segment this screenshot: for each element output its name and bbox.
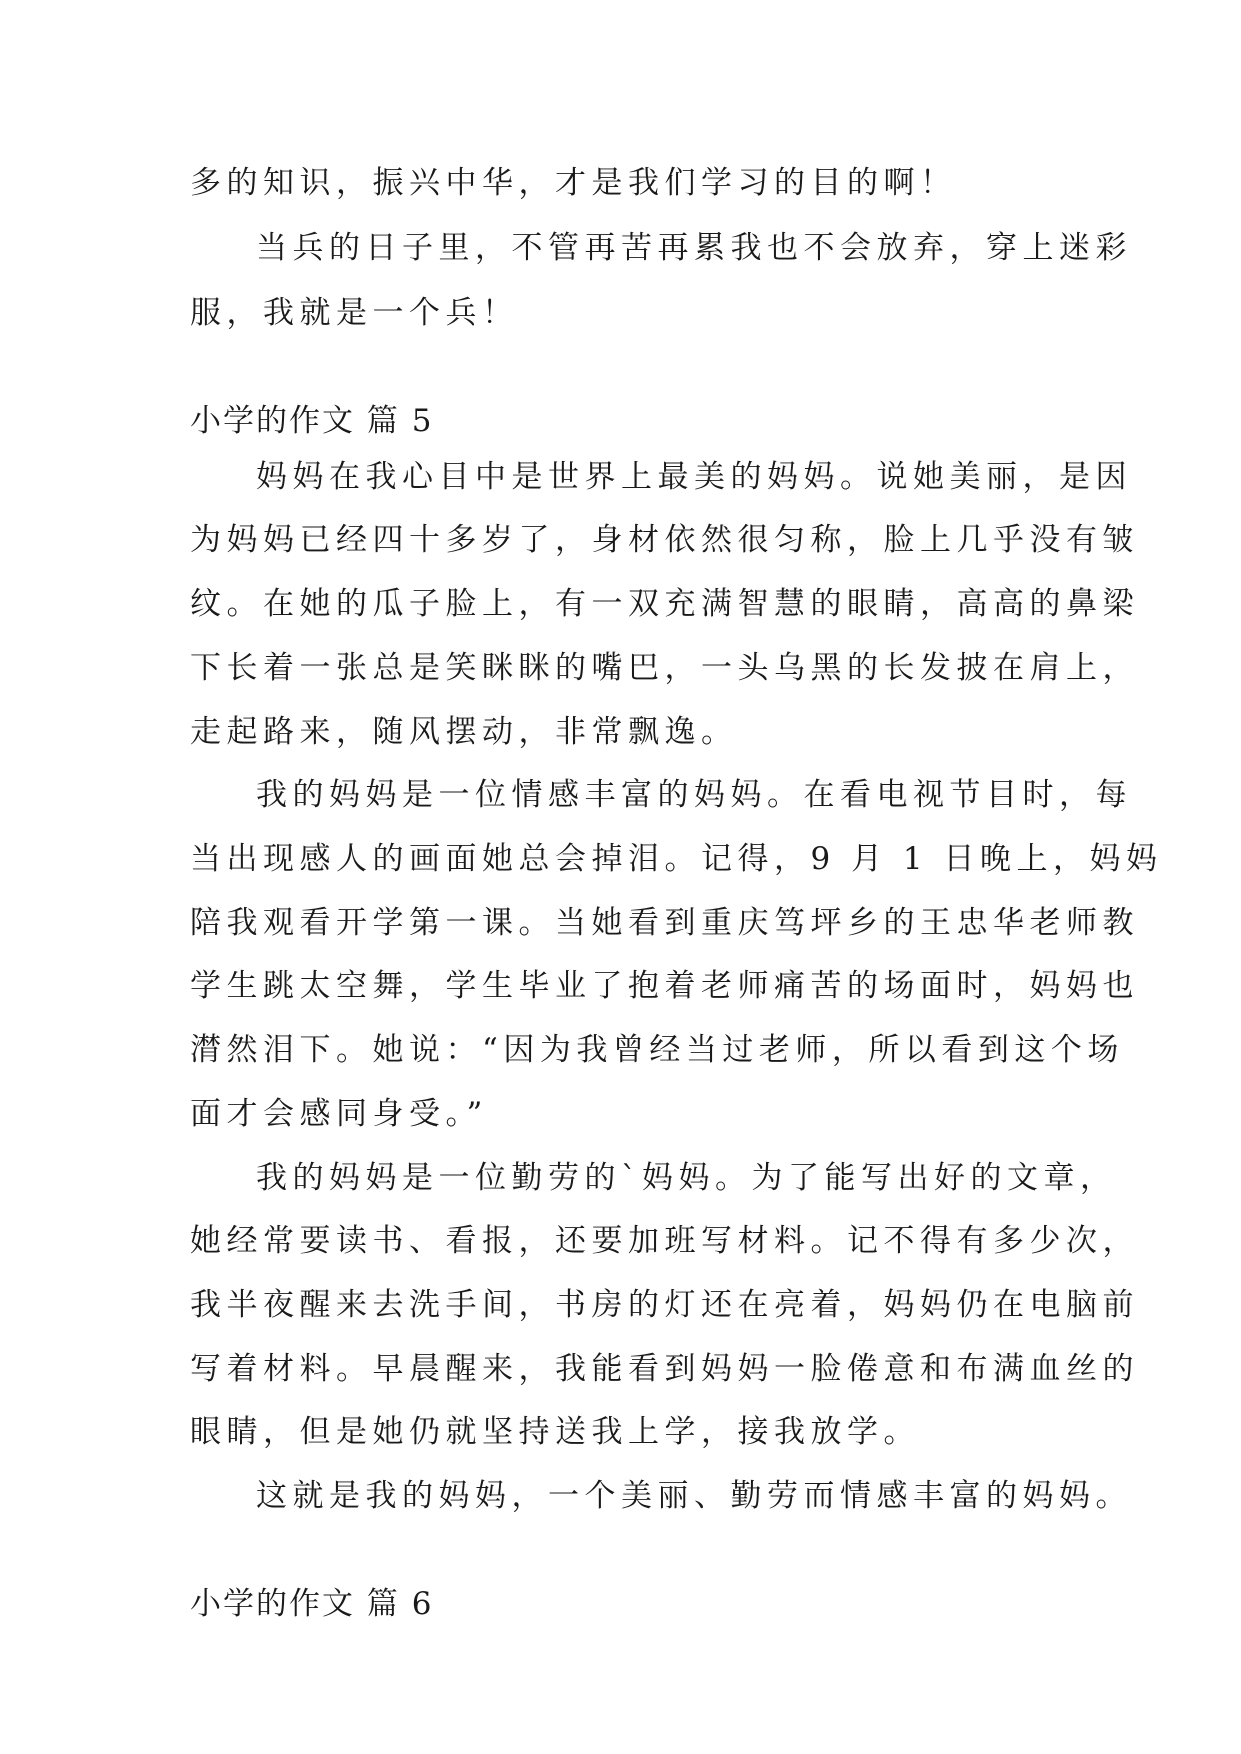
paragraph-line: 多的知识，振兴中华，才是我们学习的目的啊！: [190, 165, 957, 201]
paragraph-line: 纹。在她的瓜子脸上，有一双充满智慧的眼睛，高高的鼻梁: [190, 586, 1139, 622]
paragraph-line: 写着材料。早晨醒来，我能看到妈妈一脸倦意和布满血丝的: [190, 1351, 1139, 1387]
paragraph-line: 眼睛，但是她仍就坚持送我上学，接我放学。: [190, 1414, 920, 1450]
paragraph-line: 下长着一张总是笑眯眯的嘴巴，一头乌黑的长发披在肩上，: [190, 650, 1139, 686]
paragraph-line: 当兵的日子里，不管再苦再累我也不会放弃，穿上迷彩: [256, 230, 1132, 266]
section-heading: 小学的作文 篇 5: [190, 403, 434, 439]
paragraph-line: 服，我就是一个兵！: [190, 295, 519, 331]
paragraph-line: 这就是我的妈妈，一个美丽、勤劳而情感丰富的妈妈。: [256, 1478, 1132, 1514]
paragraph-line: 为妈妈已经四十多岁了，身材依然很匀称，脸上几乎没有皱: [190, 522, 1139, 558]
paragraph-line: 我的妈妈是一位勤劳的`妈妈。为了能写出好的文章，: [256, 1160, 1117, 1196]
paragraph-line: 陪我观看开学第一课。当她看到重庆笃坪乡的王忠华老师教: [190, 905, 1139, 941]
section-heading: 小学的作文 篇 6: [190, 1586, 434, 1622]
paragraph-line: 我的妈妈是一位情感丰富的妈妈。在看电视节目时，每: [256, 777, 1132, 813]
paragraph-line: 走起路来，随风摆动，非常飘逸。: [190, 714, 738, 750]
paragraph-line: 我半夜醒来去洗手间，书房的灯还在亮着，妈妈仍在电脑前: [190, 1287, 1139, 1323]
paragraph-line: 她经常要读书、看报，还要加班写材料。记不得有多少次，: [190, 1223, 1139, 1259]
paragraph-line: 面才会感同身受。”: [190, 1096, 488, 1132]
paragraph-line: 潸然泪下。她说：“因为我曾经当过老师，所以看到这个场: [190, 1032, 1124, 1068]
paragraph-line: 学生跳太空舞，学生毕业了抱着老师痛苦的场面时，妈妈也: [190, 968, 1139, 1004]
paragraph-line: 妈妈在我心目中是世界上最美的妈妈。说她美丽，是因: [256, 459, 1132, 495]
paragraph-line: 当出现感人的画面她总会掉泪。记得，9 月 1 日晚上，妈妈: [190, 841, 1163, 877]
